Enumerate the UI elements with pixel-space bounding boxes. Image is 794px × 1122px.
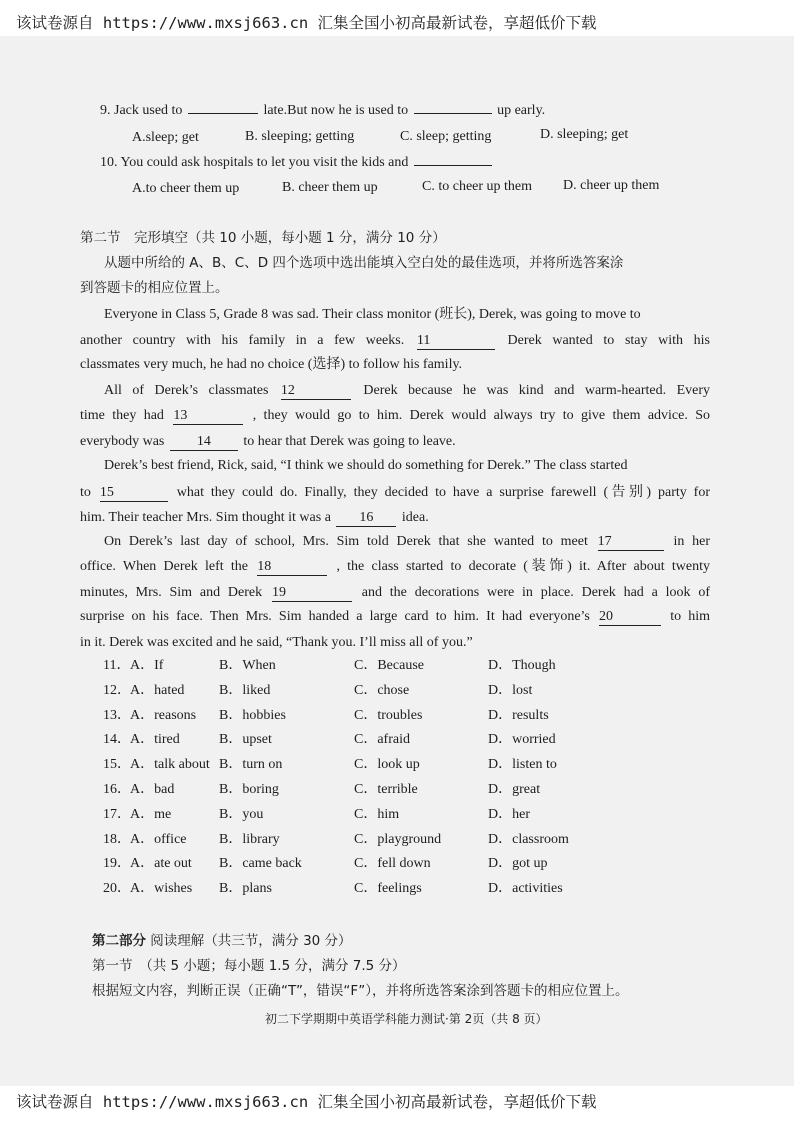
passage-line: in it. Derek was excited and he said, “Thank you. I’ll miss all of you.” [80,635,473,650]
choice-option: A．bad [130,782,175,797]
choice-number: 15． [103,757,131,773]
choice-option: A．tired [130,732,180,748]
choice-number: 12． [103,682,131,698]
passage-line: surprise on his face. Then Mrs. Sim handed a large card to him. It had everyone’s 20 to him [80,609,711,624]
passage-line: time they had 13 , they would go to him. Derek would always try to give them advice. So [80,408,711,423]
watermark-header [0,0,794,36]
option: B. sleeping; getting [245,129,355,144]
choice-option: B．liked [219,682,271,698]
answer-blank [414,113,492,114]
choice-option: B．you [219,806,264,822]
cloze-blank-12: 12 [281,383,351,400]
choice-option: C．playground [354,831,442,847]
choice-option: B．library [219,831,280,847]
choice-option: A．If [130,658,164,673]
choice-option: A．ate out [130,856,192,872]
scanned-page [0,36,794,1086]
choice-option: D．activities [488,881,563,897]
choice-number: 19． [103,856,131,872]
cloze-blank-14: 14 [170,434,238,451]
choice-option: A．me [130,806,172,822]
choice-option: B．hobbies [219,707,286,723]
choice-number: 16． [103,782,131,797]
cloze-blank-18: 18 [257,559,327,576]
option: A.to cheer them up [132,181,240,196]
choice-option: A．talk about [130,757,210,773]
option: A.sleep; get [132,130,199,145]
choice-option: C．Because [354,658,424,673]
passage-line: All of Derek’s classmates 12 Derek because he was kind and warm-hearted. Every [104,383,710,398]
question-10: 10. You could ask hospitals to let you visit the kids and [100,154,494,172]
part-instruction: 根据短文内容，判断正误（正确“T”，错误“F”），并将所选答案涂到答题卡的相应位置上。 [92,983,629,999]
answer-blank [188,113,258,114]
answer-blank [414,165,492,166]
section-instruction: 从题中所给的 A、B、C、D 四个选项中选出能填入空白处的最佳选项，并将所选答案涂 [104,255,624,271]
watermark-footer [0,1086,794,1122]
option: D. cheer up them [563,178,660,193]
choice-option: B．boring [219,782,279,797]
choice-number: 14． [103,732,131,748]
choice-option: D．Though [488,658,556,673]
page-footer: 初二下学期期中英语学科能力测试·第 2页（共 8 页） [265,1012,548,1026]
choice-number: 20． [103,881,131,897]
choice-option: D．got up [488,856,548,872]
choice-option: C．terrible [354,782,418,797]
choice-option: C．fell down [354,856,431,872]
choice-number: 11． [103,658,131,673]
cloze-blank-20: 20 [599,609,661,626]
choice-option: B．plans [219,881,272,897]
choice-option: D．worried [488,732,556,748]
watermark-text-bottom: 该试卷源自 https://www.mxsj663.cn 汇集全国小初高最新试卷，享超低价下载 [16,1093,597,1111]
choice-option: D．results [488,707,549,723]
cloze-blank-11: 11 [417,333,495,350]
cloze-blank-17: 17 [598,534,664,551]
choice-number: 13． [103,707,131,723]
choice-option: C．feelings [354,881,422,897]
part-heading: 第二部分 阅读理解（共三节，满分 30 分） [92,933,352,949]
watermark-url[interactable]: https://www.mxsj663.cn [102,1093,309,1111]
passage-line: Everyone in Class 5, Grade 8 was sad. Their class monitor (班长), Derek, was going to move to [104,307,641,322]
passage-line: office. When Derek left the 18 , the class started to decorate (装饰) it. After about twenty [80,559,710,574]
choice-option: C．afraid [354,732,410,748]
option: D. sleeping; get [540,127,629,142]
passage-line: everybody was 14 to hear that Derek was going to leave. [80,434,456,449]
choice-option: D．lost [488,682,533,698]
choice-option: C．chose [354,682,410,698]
cloze-blank-16: 16 [336,510,396,527]
cloze-blank-13: 13 [173,408,243,425]
choice-option: A．wishes [130,881,193,897]
choice-option: B．came back [219,856,302,872]
subsection-heading: 第一节 （共 5 小题；每小题 1.5 分，满分 7.5 分） [92,958,406,974]
choice-option: A．reasons [130,707,197,723]
choice-option: C．him [354,806,400,822]
choice-option: D．great [488,782,541,797]
choice-option: C．look up [354,757,420,773]
choice-option: C．troubles [354,707,423,723]
option: C. sleep; getting [400,129,492,144]
choice-number: 18． [103,831,131,847]
choice-option: D．listen to [488,757,557,773]
choice-option: B．turn on [219,757,283,773]
passage-line: classmates very much, he had no choice (选择) to follow his family. [80,357,463,372]
passage-line: On Derek’s last day of school, Mrs. Sim told Derek that she wanted to meet 17 in her [104,534,711,549]
question-9: 9. Jack used to late.But now he is used to up early. [100,103,546,118]
cloze-blank-19: 19 [272,585,352,602]
choice-option: B．upset [219,732,272,748]
section-heading: 第二节 完形填空（共 10 小题，每小题 1 分，满分 10 分） [80,230,446,246]
choice-option: D．her [488,806,530,822]
passage-line: to 15 what they could do. Finally, they decided to have a surprise farewell (告别) party for [80,485,711,500]
cloze-blank-15: 15 [100,485,168,502]
option: C. to cheer up them [422,179,533,194]
section-instruction-cont: 到答题卡的相应位置上。 [80,280,229,296]
option: B. cheer them up [282,180,378,195]
passage-line: minutes, Mrs. Sim and Derek 19 and the decorations were in place. Derek had a look of [80,585,711,600]
passage-line: another country with his family in a few weeks. 11 Derek wanted to stay with his [80,333,710,348]
choice-option: D．classroom [488,831,569,847]
choice-option: B．When [219,658,276,673]
choice-number: 17． [103,806,131,822]
passage-line: Derek’s best friend, Rick, said, “I think we should do something for Derek.” The class started [104,458,628,473]
choice-option: A．office [130,831,187,847]
passage-line: him. Their teacher Mrs. Sim thought it was a 16 idea. [80,510,429,525]
watermark-text-top: 该试卷源自 https://www.mxsj663.cn 汇集全国小初高最新试卷，享超低价下载 [16,14,597,32]
watermark-url[interactable]: https://www.mxsj663.cn [102,14,309,32]
choice-option: A．hated [130,682,185,698]
